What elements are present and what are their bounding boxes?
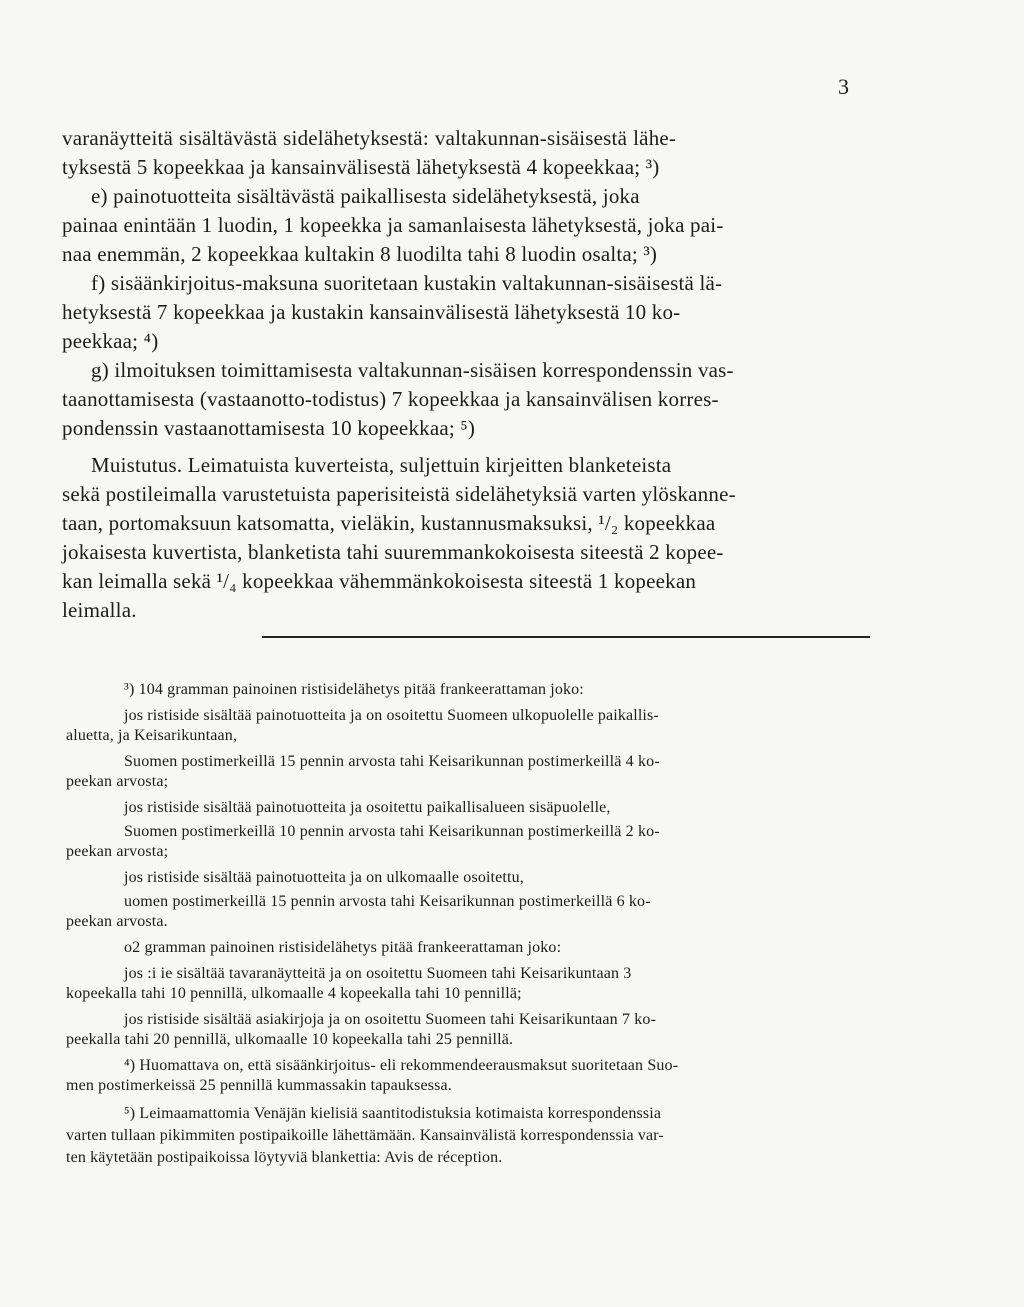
main-line: sekä postileimalla varustetuista paperisiteistä sidelähetyksiä varten ylöskanne- [62,482,736,506]
footnote-line: uomen postimerkeillä 15 pennin arvosta tahi Keisarikunnan postimerkeillä 6 ko- [124,893,651,910]
footnote-line: o2 gramman painoinen ristisidelähetys pitää frankeerattaman joko: [124,939,562,956]
footnote-line: jos ristiside sisältää painotuotteita ja on osoitettu Suomeen ulkopuolelle paikallis- [124,707,659,724]
footnote-line: jos ristiside sisältää asiakirjoja ja on osoitettu Suomeen tahi Keisarikuntaan 7 ko- [124,1011,657,1028]
footnote-line: men postimerkeissä 25 pennillä kummassakin tapauksessa. [66,1077,452,1094]
main-line: jokaisesta kuvertista, blanketista tahi suuremmankokoisesta siteestä 2 kopee- [62,540,724,564]
main-line: Muistutus. Leimatuista kuverteista, suljettuin kirjeitten blanketeista [91,453,672,477]
page-number: 3 [838,74,849,99]
main-line: leimalla. [62,598,137,622]
footnote-line: aluetta, ja Keisarikuntaan, [66,727,238,744]
footnote-line: peekan arvosta. [66,913,168,930]
footnote-line: ⁵) Leimaamattomia Venäjän kielisiä saantitodistuksia kotimaista korrespondenssia [124,1105,662,1122]
main-line: e) painotuotteita sisältävästä paikallisesta sidelähetyksestä, joka [91,184,640,208]
footnote-line: jos ristiside sisältää painotuotteita ja osoitettu paikallisalueen sisäpuolelle, [124,799,611,816]
footnote-line: Suomen postimerkeillä 10 pennin arvosta tahi Keisarikunnan postimerkeillä 2 ko- [124,823,660,840]
footnote-line: jos :i ie sisältää tavaranäytteitä ja on osoitettu Suomeen tahi Keisarikuntaan 3 [124,965,632,982]
main-line: kan leimalla sekä ¹/₄ kopeekkaa vähemmänkokoisesta siteestä 1 kopeekan [62,569,697,593]
footnote-rule [262,636,870,638]
main-line: painaa enintään 1 luodin, 1 kopeekka ja samanlaisesta lähetyksestä, joka pai- [62,213,724,237]
main-line: tyksestä 5 kopeekkaa ja kansainvälisestä lähetyksestä 4 kopeekkaa; ³) [62,155,660,179]
footnote-line: peekan arvosta; [66,843,169,860]
footnote-line: ⁴) Huomattava on, että sisäänkirjoitus- eli rekommendeerausmaksut suoritetaan Suo- [124,1057,679,1074]
main-line: pondenssin vastaanottamisesta 10 kopeekkaa; ⁵) [62,416,476,440]
footnote-line: varten tullaan pikimmiten postipaikoille lähettämään. Kansainvälistä korrespondenssia var- [66,1127,664,1144]
footnote-line: ³) 104 gramman painoinen ristisidelähetys pitää frankeerattaman joko: [124,681,584,698]
footnote-line: jos ristiside sisältää painotuotteita ja on ulkomaalle osoitettu, [124,869,524,886]
footnote-line: peekan arvosta; [66,773,169,790]
main-line: naa enemmän, 2 kopeekkaa kultakin 8 luodilta tahi 8 luodin osalta; ³) [62,242,658,266]
footnote-line: peekalla tahi 20 pennillä, ulkomaalle 10 kopeekalla tahi 25 pennillä. [66,1031,514,1048]
main-line: hetyksestä 7 kopeekkaa ja kustakin kansainvälisestä lähetyksestä 10 ko- [62,300,681,324]
main-line: g) ilmoituksen toimittamisesta valtakunnan-sisäisen korrespondenssin vas- [91,358,734,382]
footnote-line: Suomen postimerkeillä 15 pennin arvosta tahi Keisarikunnan postimerkeillä 4 ko- [124,753,660,770]
main-line: f) sisäänkirjoitus-maksuna suoritetaan kustakin valtakunnan-sisäisestä lä- [91,271,723,295]
main-line: taan, portomaksuun katsomatta, vieläkin, kustannusmaksuksi, ¹/₂ kopeekkaa [62,511,716,535]
main-line: peekkaa; ⁴) [62,329,159,353]
main-line: varanäytteitä sisältävästä sidelähetyksestä: valtakunnan-sisäisestä lähe- [62,126,677,150]
footnote-line: kopeekalla tahi 10 pennillä, ulkomaalle 4 kopeekalla tahi 10 pennillä; [66,985,522,1002]
footnote-line: ten käytetään postipaikoissa löytyviä blankettia: Avis de réception. [66,1149,503,1166]
main-line: taanottamisesta (vastaanotto-todistus) 7 kopeekkaa ja kansainvälisen korres- [62,387,719,411]
